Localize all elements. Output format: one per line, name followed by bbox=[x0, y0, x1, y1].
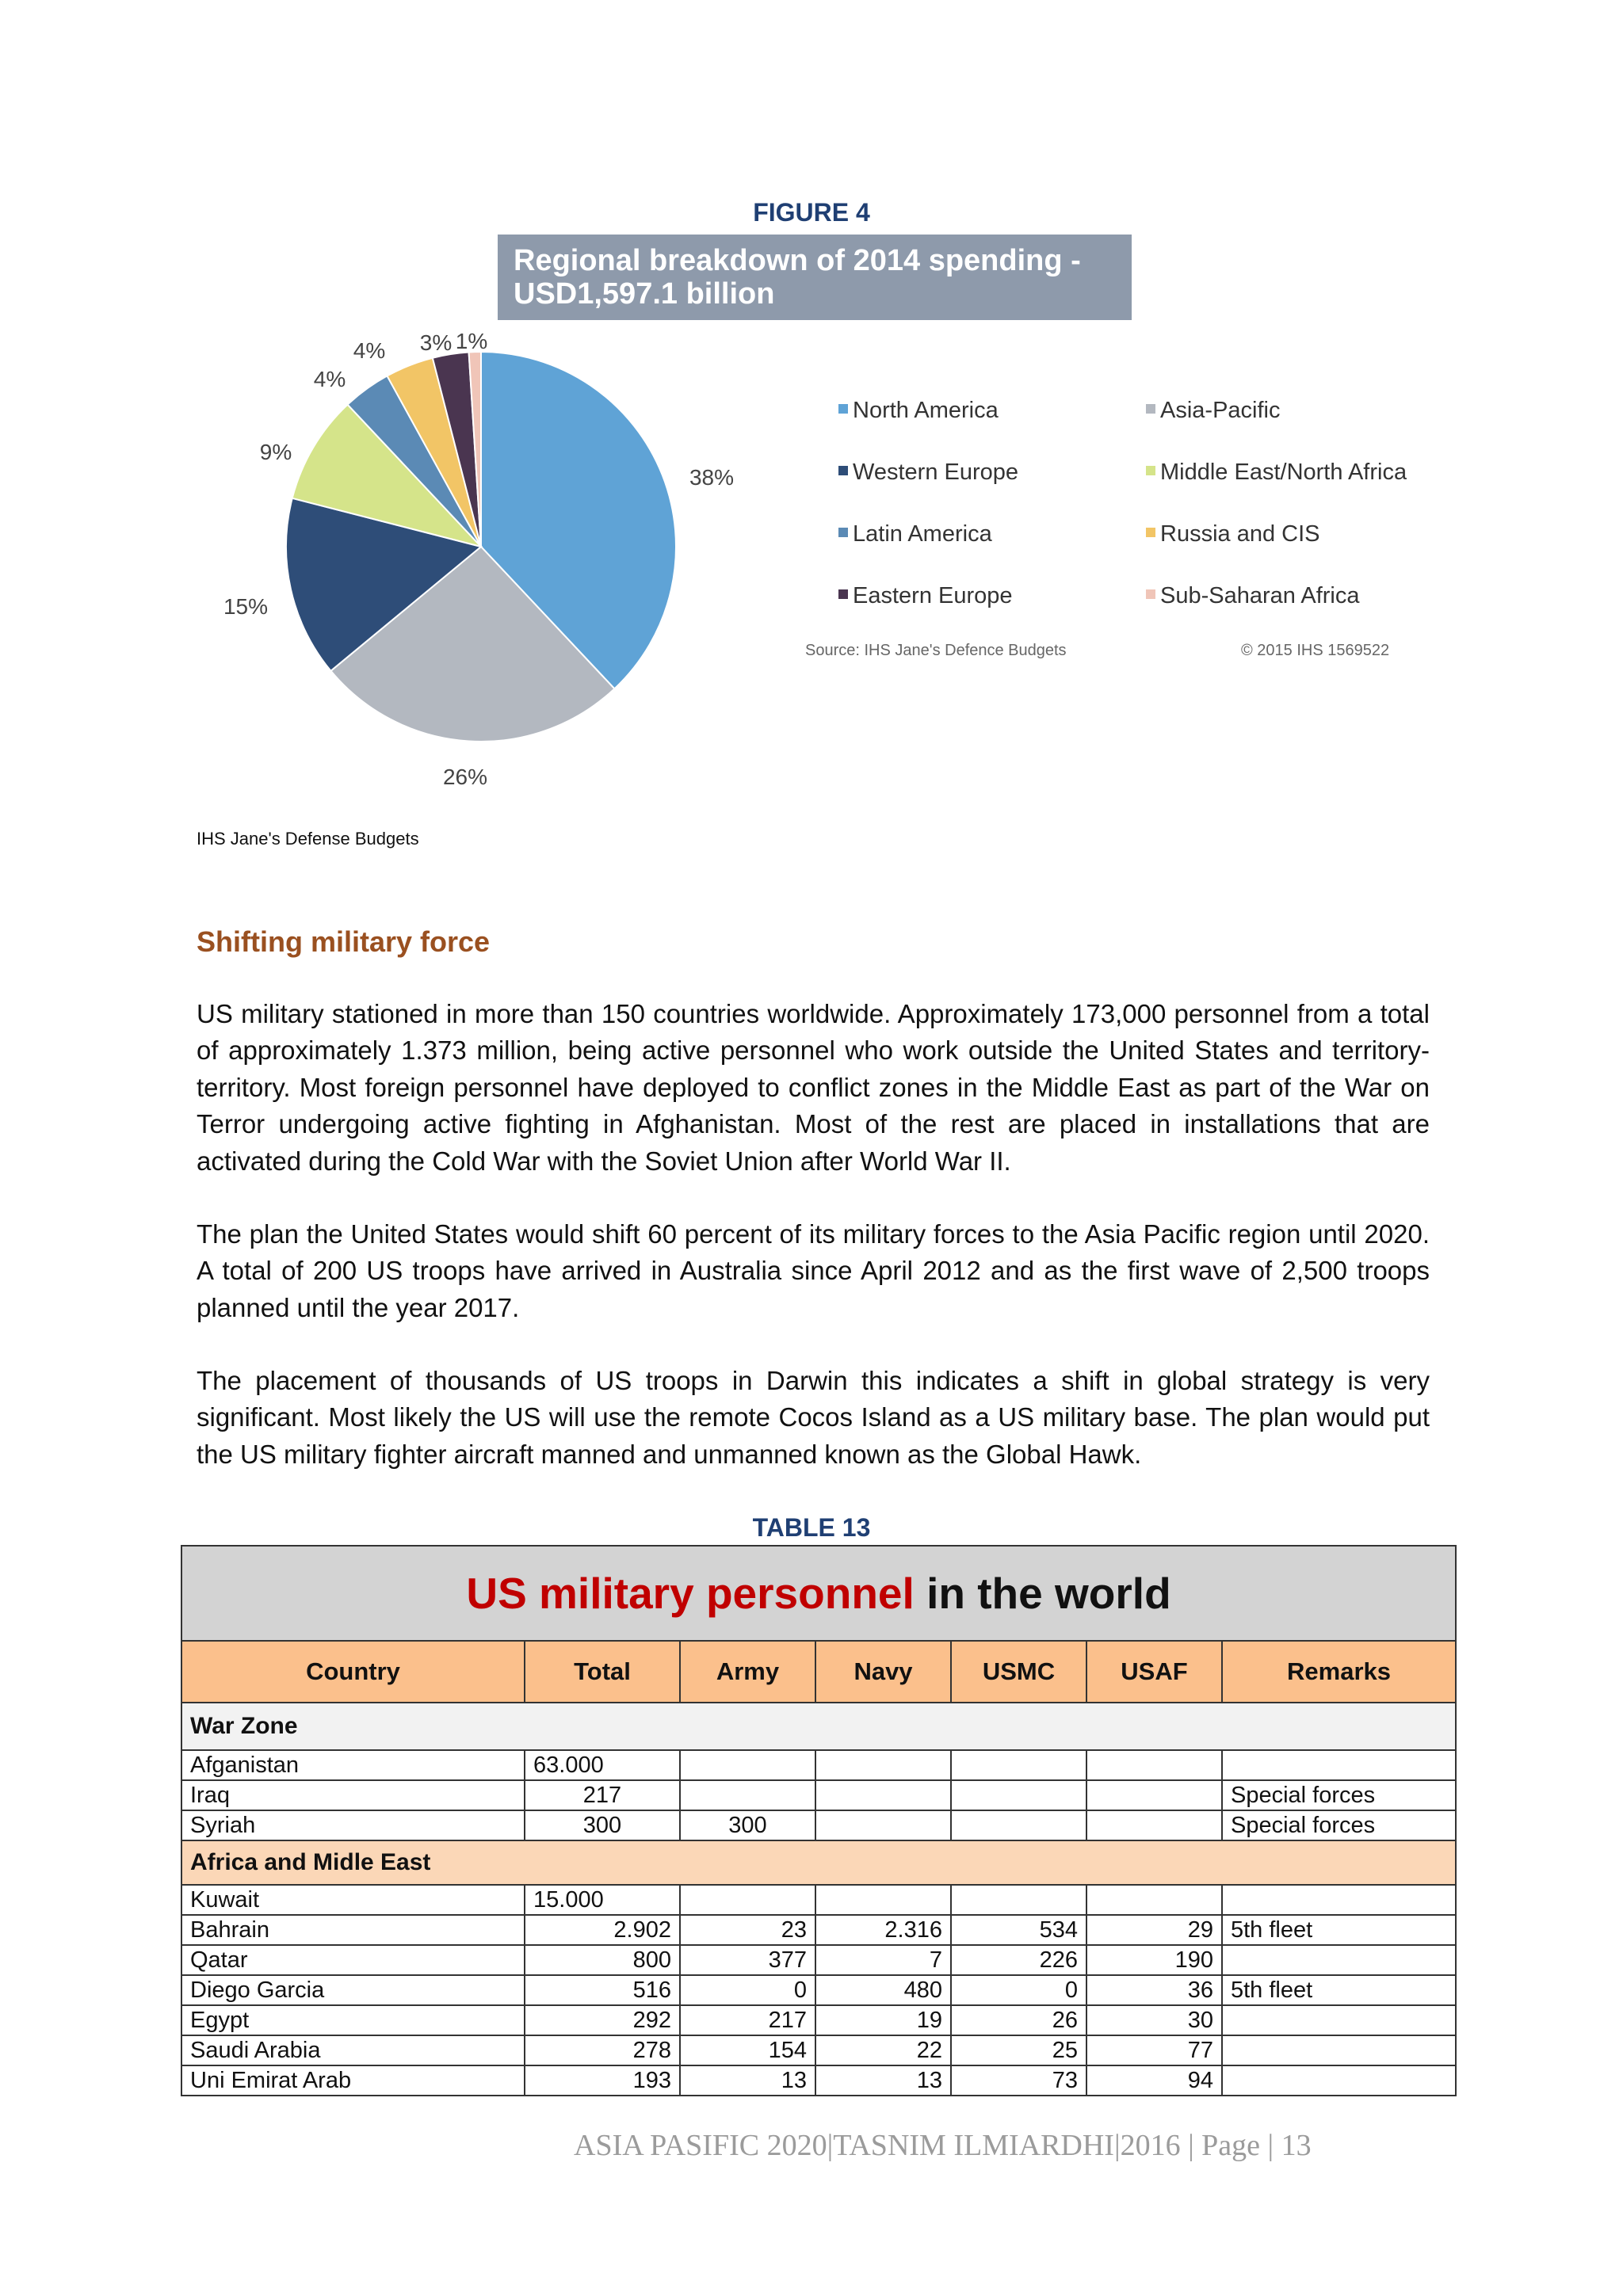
cell-navy bbox=[815, 1780, 951, 1810]
legend-swatch bbox=[1146, 404, 1155, 414]
cell-army bbox=[680, 1885, 815, 1915]
table-row bbox=[181, 2065, 1456, 2096]
cell-usaf: 77 bbox=[1086, 2035, 1222, 2065]
cell-army: 154 bbox=[680, 2035, 815, 2065]
pie-label-western-europe: 15% bbox=[223, 594, 269, 619]
cell-remarks bbox=[1222, 1945, 1456, 1975]
column-header-usaf: USAF bbox=[1086, 1641, 1222, 1703]
cell-navy: 19 bbox=[815, 2005, 951, 2035]
legend-item-asia-pacific bbox=[1146, 398, 1281, 424]
cell-country: Iraq bbox=[181, 1780, 525, 1810]
paragraph-1: US military stationed in more than 150 countries worldwide. Approximately 173,000 personnel from a total of approximately 1.373 million, being active personnel who work outside the United States and territory-territory. Most foreign personnel have deployed to conflict zones in the Middle East as part of the War on Terror undergoing active fighting in Afghanistan. Most of the rest are placed in installations that are activated during the Cold War with the Soviet Union after World War II. bbox=[197, 999, 1430, 1176]
cell-usmc: 534 bbox=[951, 1915, 1086, 1945]
cell-total: 278 bbox=[525, 2035, 680, 2065]
cell-usmc bbox=[951, 1780, 1086, 1810]
table-group-label: War Zone bbox=[181, 1703, 1456, 1750]
cell-usaf: 29 bbox=[1086, 1915, 1222, 1945]
pie-label-latin-america: 4% bbox=[313, 367, 346, 391]
cell-usaf bbox=[1086, 1750, 1222, 1780]
pie-label-eastern-europe: 3% bbox=[419, 330, 453, 355]
page-footer: ASIA PASIFIC 2020|TASNIM ILMIARDHI|2016 | Page | 13 bbox=[574, 2129, 1312, 2162]
cell-total: 15.000 bbox=[525, 1885, 680, 1915]
legend-item-western-europe bbox=[838, 460, 1018, 486]
column-header-army: Army bbox=[680, 1641, 815, 1703]
cell-total: 63.000 bbox=[525, 1750, 680, 1780]
legend-label: Latin America bbox=[853, 521, 992, 547]
legend-item-russia-and-cis bbox=[1146, 521, 1320, 547]
table-group-row bbox=[181, 1703, 1456, 1750]
cell-total: 516 bbox=[525, 1975, 680, 2005]
table-row bbox=[181, 1945, 1456, 1975]
cell-navy: 2.316 bbox=[815, 1915, 951, 1945]
cell-country: Syriah bbox=[181, 1810, 525, 1840]
legend-item-sub-saharan-africa bbox=[1146, 583, 1359, 609]
legend-label: Sub-Saharan Africa bbox=[1160, 583, 1360, 608]
cell-army: 0 bbox=[680, 1975, 815, 2005]
cell-remarks bbox=[1222, 2005, 1456, 2035]
legend-item-north-america bbox=[838, 398, 999, 424]
pie-label-sub-saharan-africa: 1% bbox=[455, 329, 488, 353]
cell-navy: 22 bbox=[815, 2035, 951, 2065]
cell-remarks bbox=[1222, 2035, 1456, 2065]
cell-navy: 480 bbox=[815, 1975, 951, 2005]
paragraph-2: The plan the United States would shift 60 percent of its military forces to the Asia Pacific region until 2020. A total of 200 US troops have arrived in Australia since April 2012 and as the first wave of 2,500 troops planned until the year 2017. bbox=[197, 1219, 1430, 1322]
column-header-total: Total bbox=[525, 1641, 680, 1703]
table-title bbox=[181, 1546, 1456, 1641]
column-header-usmc: USMC bbox=[951, 1641, 1086, 1703]
table-group-row bbox=[181, 1840, 1456, 1885]
table-row bbox=[181, 1975, 1456, 2005]
legend-swatch bbox=[1146, 528, 1155, 537]
cell-remarks bbox=[1222, 1750, 1456, 1780]
legend-item-middle-east-north-africa bbox=[1146, 460, 1407, 486]
table-row bbox=[181, 1780, 1456, 1810]
legend-label: Russia and CIS bbox=[1160, 521, 1320, 547]
legend-swatch bbox=[1146, 466, 1155, 475]
cell-country: Kuwait bbox=[181, 1885, 525, 1915]
cell-country: Diego Garcia bbox=[181, 1975, 525, 2005]
cell-army: 13 bbox=[680, 2065, 815, 2096]
cell-navy bbox=[815, 1810, 951, 1840]
chart-source-note: Source: IHS Jane's Defence Budgets bbox=[805, 642, 1067, 659]
pie-label-middle-east-north-africa: 9% bbox=[259, 440, 292, 464]
personnel-table bbox=[181, 1545, 1457, 2096]
cell-navy bbox=[815, 1750, 951, 1780]
column-header-country: Country bbox=[181, 1641, 525, 1703]
table-title-rest: in the world bbox=[914, 1569, 1171, 1618]
cell-total: 217 bbox=[525, 1780, 680, 1810]
cell-country: Qatar bbox=[181, 1945, 525, 1975]
cell-usaf: 190 bbox=[1086, 1945, 1222, 1975]
legend-label: Eastern Europe bbox=[853, 583, 1013, 608]
cell-total: 300 bbox=[525, 1810, 680, 1840]
cell-usaf: 94 bbox=[1086, 2065, 1222, 2096]
legend-label: North America bbox=[853, 398, 999, 423]
pie-label-north-america: 38% bbox=[689, 465, 735, 490]
cell-total: 292 bbox=[525, 2005, 680, 2035]
cell-army bbox=[680, 1750, 815, 1780]
pie-slices bbox=[286, 352, 676, 742]
cell-usaf bbox=[1086, 1780, 1222, 1810]
table-row bbox=[181, 2035, 1456, 2065]
chart-title-line-2: USD1,597.1 billion bbox=[514, 277, 775, 311]
cell-usaf: 30 bbox=[1086, 2005, 1222, 2035]
table-group-label: Africa and Midle East bbox=[181, 1840, 1456, 1885]
cell-remarks bbox=[1222, 2065, 1456, 2096]
cell-country: Afganistan bbox=[181, 1750, 525, 1780]
cell-usaf bbox=[1086, 1885, 1222, 1915]
cell-army: 300 bbox=[680, 1810, 815, 1840]
legend-swatch bbox=[838, 404, 848, 414]
cell-remarks: Special forces bbox=[1222, 1810, 1456, 1840]
cell-usmc: 226 bbox=[951, 1945, 1086, 1975]
cell-total: 800 bbox=[525, 1945, 680, 1975]
cell-navy: 13 bbox=[815, 2065, 951, 2096]
table-row bbox=[181, 2005, 1456, 2035]
table-title-row bbox=[181, 1546, 1456, 1641]
figure-caption: IHS Jane's Defense Budgets bbox=[197, 829, 419, 849]
cell-usaf: 36 bbox=[1086, 1975, 1222, 2005]
cell-remarks: 5th fleet bbox=[1222, 1975, 1456, 2005]
cell-total: 193 bbox=[525, 2065, 680, 2096]
cell-country: Bahrain bbox=[181, 1915, 525, 1945]
cell-usmc: 25 bbox=[951, 2035, 1086, 2065]
legend-swatch bbox=[838, 466, 848, 475]
cell-army bbox=[680, 1780, 815, 1810]
cell-usmc bbox=[951, 1810, 1086, 1840]
cell-army: 217 bbox=[680, 2005, 815, 2035]
cell-usmc: 26 bbox=[951, 2005, 1086, 2035]
section-heading: Shifting military force bbox=[197, 925, 491, 958]
chart-copyright-note: © 2015 IHS 1569522 bbox=[1241, 642, 1390, 659]
legend-label: Asia-Pacific bbox=[1160, 398, 1281, 423]
legend-item-latin-america bbox=[838, 521, 992, 547]
cell-remarks: Special forces bbox=[1222, 1780, 1456, 1810]
column-header-navy: Navy bbox=[815, 1641, 951, 1703]
cell-remarks bbox=[1222, 1885, 1456, 1915]
cell-army: 23 bbox=[680, 1915, 815, 1945]
cell-usmc bbox=[951, 1750, 1086, 1780]
legend-label: Middle East/North Africa bbox=[1160, 460, 1407, 485]
table-label: TABLE 13 bbox=[752, 1513, 871, 1542]
cell-country: Uni Emirat Arab bbox=[181, 2065, 525, 2096]
figure-label: FIGURE 4 bbox=[753, 198, 870, 227]
legend-item-eastern-europe bbox=[838, 583, 1013, 609]
cell-navy bbox=[815, 1885, 951, 1915]
cell-total: 2.902 bbox=[525, 1915, 680, 1945]
cell-usmc bbox=[951, 1885, 1086, 1915]
table-row bbox=[181, 1810, 1456, 1840]
cell-usmc: 73 bbox=[951, 2065, 1086, 2096]
cell-navy: 7 bbox=[815, 1945, 951, 1975]
table-row bbox=[181, 1915, 1456, 1945]
chart-title-line-1: Regional breakdown of 2014 spending - bbox=[514, 244, 1081, 277]
legend-swatch bbox=[838, 589, 848, 599]
chart-title-banner bbox=[498, 235, 1132, 320]
legend-swatch bbox=[838, 528, 848, 537]
cell-country: Egypt bbox=[181, 2005, 525, 2035]
cell-army: 377 bbox=[680, 1945, 815, 1975]
legend-swatch bbox=[1146, 589, 1155, 599]
table-row bbox=[181, 1885, 1456, 1915]
cell-usaf bbox=[1086, 1810, 1222, 1840]
cell-usmc: 0 bbox=[951, 1975, 1086, 2005]
table-title-highlight: US military personnel bbox=[466, 1569, 915, 1618]
pie-chart bbox=[190, 317, 761, 808]
table-row bbox=[181, 1750, 1456, 1780]
paragraph-3: The placement of thousands of US troops in Darwin this indicates a shift in global strategy is very significant. Most likely the US will use the remote Cocos Island as a US military base. The plan would put the US military fighter aircraft manned and unmanned known as the Global Hawk. bbox=[197, 1366, 1430, 1469]
cell-remarks: 5th fleet bbox=[1222, 1915, 1456, 1945]
table-header-row bbox=[181, 1641, 1456, 1703]
pie-label-asia-pacific: 26% bbox=[442, 765, 488, 789]
cell-country: Saudi Arabia bbox=[181, 2035, 525, 2065]
column-header-remarks: Remarks bbox=[1222, 1641, 1456, 1703]
pie-label-russia-and-cis: 4% bbox=[353, 338, 386, 363]
legend-label: Western Europe bbox=[853, 460, 1019, 485]
